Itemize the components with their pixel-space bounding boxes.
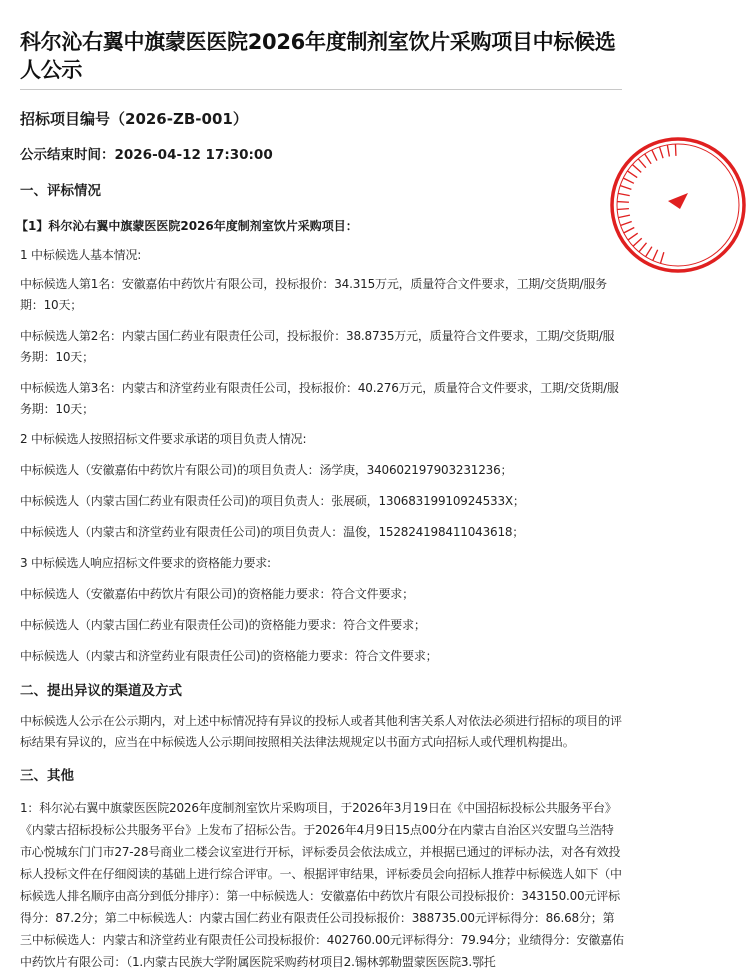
other-body: 1：科尔沁右翼中旗蒙医医院2026年度制剂室饮片采购项目，于2026年3月19日在《中国招标投标公共服务平台》《内蒙古招标投标公共服务平台》上发布了招标公告。于2026年4月9日15点00分在内蒙古自治区兴安盟乌兰浩特市心悦城东门门市27-28号商业二楼会议室进行开标，评标委员会依法成立，并根据已通过的评标办法，对各有效投标人投标文件在仔细阅读的基础上进行综合评审。一、根据评审结果，评标委员会向招标人推荐中标候选人如下（中标候选人排名顺序由高分到低分排序）：第一中标候选人：安徽嘉佑中药饮片有限公司投标报价：343150.00元评标得分：87.2分；第二中标候选人：内蒙古国仁药业有限责任公司投标报价：388735.00元评标得分：86.68分；第三中标候选人：内蒙古和济堂药业有限责任公司投标报价：402760.00元评标得分：79.94分；业绩得分：安徽嘉佑中药饮片有限公司：（1.内蒙古民族大学附属医院采购药材项目2.锡林郭勒盟蒙医医院3.鄂托	[20, 801, 624, 969]
manager-item: 中标候选人（内蒙古和济堂药业有限责任公司)的项目负责人：温俊，152824198411043618；	[20, 525, 525, 539]
manager-item: 中标候选人（内蒙古国仁药业有限责任公司)的项目负责人：张展硕，13068319910924533X；	[20, 494, 525, 508]
publicity-end-time: 公示结束时间：2026-04-12 17:30:00	[20, 147, 273, 163]
manager-item: 中标候选人（安徽嘉佑中药饮片有限公司)的项目负责人：汤学庚，340602197903231236；	[20, 463, 513, 477]
official-seal-stamp	[608, 135, 748, 275]
project-code: 招标项目编号（2026-ZB-001）	[20, 110, 248, 128]
section-heading-other: 三、其他	[20, 768, 74, 784]
title-divider	[20, 89, 622, 90]
section-heading-objection: 二、提出异议的渠道及方式	[20, 683, 182, 699]
candidate-item: 中标候选人第1名：安徽嘉佑中药饮片有限公司，投标报价：34.315万元，质量符合文件要求，工期/交货期/服务期：10天；	[20, 277, 607, 312]
project-subheading: 【1】科尔沁右翼中旗蒙医医院2026年度制剂室饮片采购项目：	[16, 219, 358, 233]
seal-star-icon	[668, 193, 688, 209]
qualification-item: 中标候选人（安徽嘉佑中药饮片有限公司)的资格能力要求：符合文件要求；	[20, 587, 414, 601]
qualification-item: 中标候选人（内蒙古和济堂药业有限责任公司)的资格能力要求：符合文件要求；	[20, 649, 438, 663]
seal-outer-ring	[612, 139, 744, 271]
qualification-item: 中标候选人（内蒙古国仁药业有限责任公司)的资格能力要求：符合文件要求；	[20, 618, 426, 632]
basic-info-heading: 1 中标候选人基本情况:	[20, 248, 142, 262]
seal-inner-ring	[614, 141, 739, 266]
objection-body: 中标候选人公示在公示期内，对上述中标情况持有异议的投标人或者其他利害关系人对依法必须进行招标的项目的评标结果有异议的，应当在中标候选人公示期间按照相关法律法规规定以书面方式向招标人或代理机构提出。	[20, 714, 622, 749]
candidate-item: 中标候选人第3名：内蒙古和济堂药业有限责任公司，投标报价：40.276万元，质量符合文件要求，工期/交货期/服务期：10天；	[20, 381, 619, 416]
candidate-item: 中标候选人第2名：内蒙古国仁药业有限责任公司，投标报价：38.8735万元，质量符合文件要求，工期/交货期/服务期：10天；	[20, 329, 615, 364]
section-heading-evaluation: 一、评标情况	[20, 183, 101, 199]
page-title: 科尔沁右翼中旗蒙医医院2026年度制剂室饮片采购项目中标候选人公示	[20, 30, 616, 82]
seal-lettering: ||||||||||||||||||||||	[614, 141, 679, 266]
qualification-heading: 3 中标候选人响应招标文件要求的资格能力要求:	[20, 556, 271, 570]
manager-heading: 2 中标候选人按照招标文件要求承诺的项目负责人情况:	[20, 432, 307, 446]
